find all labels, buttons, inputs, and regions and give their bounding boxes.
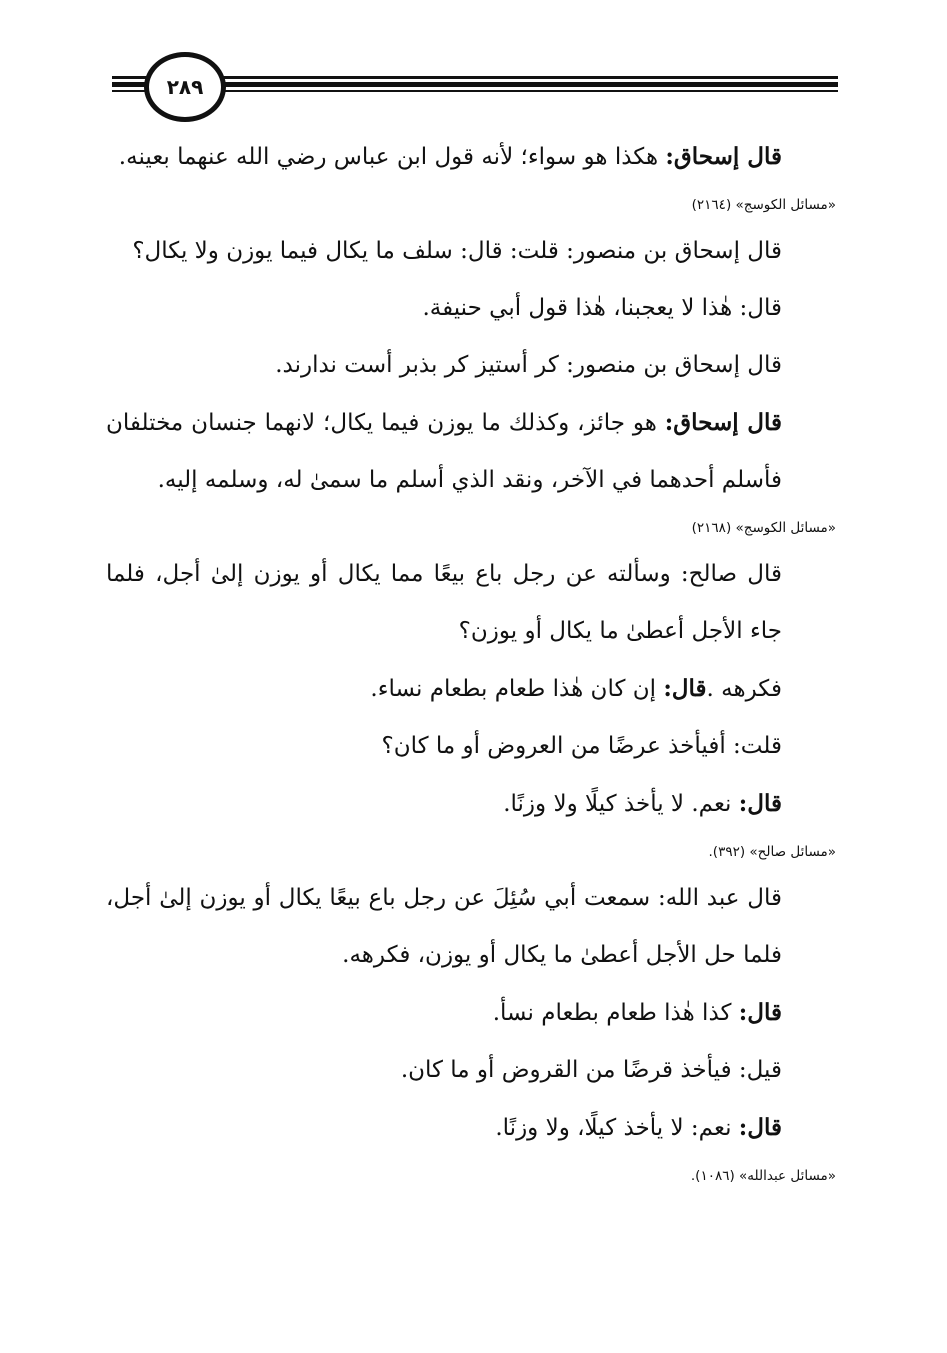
source-reference: «مسائل عبدالله» (١٠٨٦).	[690, 1168, 836, 1184]
paragraph-text: قيل: فيأخذ قرضًا من القروض أو ما كان.	[400, 1057, 782, 1083]
paragraph-text: إن كان هٰذا طعام بطعام نساء.	[370, 676, 664, 702]
paragraph	[106, 1042, 836, 1099]
paragraph-text: كذا هٰذا طعام بطعام نسأ.	[492, 1000, 739, 1026]
page-content	[106, 128, 836, 1194]
paragraph-text: هو جائز، وكذلك ما يوزن فيما يكال؛ لانهما جنسان مختلفان فأسلم أحدهما في الآخر، ونقد الذي أسلم ما سمىٰ له، وسلمه إليه.	[106, 410, 782, 493]
paragraph	[106, 546, 836, 660]
paragraph-text: قال عبد الله: سمعت أبي سُئِلَ عن رجل باع بيعًا يكال أو يوزن إلىٰ أجل، فلما حل الأجل أعطىٰ ما يكال أو يوزن، فكرهه.	[106, 885, 782, 968]
paragraph	[106, 1099, 836, 1157]
paragraph-text: قال إسحاق بن منصور: قلت: قال: سلف ما يكال فيما يوزن ولا يكال؟	[132, 238, 782, 264]
paragraph	[106, 128, 836, 186]
paragraph	[106, 775, 836, 833]
paragraph-text: قلت: أفيأخذ عرضًا من العروض أو ما كان؟	[381, 733, 782, 759]
paragraph-text: قال: هٰذا لا يعجبنا، هٰذا قول أبي حنيفة.	[422, 295, 782, 321]
source-reference: «مسائل الكوسج» (٢١٦٨)	[691, 520, 836, 536]
speaker-label: قال:	[738, 1114, 782, 1141]
speaker-label: قال:	[663, 675, 707, 702]
paragraph-text: فكرهه .	[706, 676, 782, 702]
speaker-label: قال:	[738, 999, 782, 1026]
page-number: ٢٨٩	[144, 52, 226, 122]
paragraph	[106, 660, 836, 718]
paragraph-text: نعم. لا يأخذ كيلًا ولا وزنًا.	[503, 791, 739, 817]
speaker-label: قال:	[738, 790, 782, 817]
paragraph-text: قال إسحاق بن منصور: كر أستيز كر بذبر أست ندارند.	[275, 352, 782, 378]
paragraph	[106, 984, 836, 1042]
speaker-label: قال إسحاق:	[664, 409, 782, 436]
source-reference: «مسائل الكوسج» (٢١٦٤)	[691, 197, 836, 213]
paragraph-text: قال صالح: وسألته عن رجل باع بيعًا مما يكال أو يوزن إلىٰ أجل، فلما جاء الأجل أعطىٰ ما يكال أو يوزن؟	[106, 561, 782, 644]
source-reference: «مسائل صالح» (٣٩٢).	[708, 844, 836, 860]
paragraph	[106, 223, 836, 280]
paragraph	[106, 718, 836, 775]
paragraph-text: هكذا هو سواء؛ لأنه قول ابن عباس رضي الله عنهما بعينه.	[118, 144, 666, 170]
paragraph-text: نعم: لا يأخذ كيلًا، ولا وزنًا.	[495, 1115, 739, 1141]
paragraph	[106, 870, 836, 984]
paragraph	[106, 280, 836, 337]
paragraph	[106, 337, 836, 394]
speaker-label: قال إسحاق:	[665, 143, 782, 170]
paragraph	[106, 394, 836, 509]
